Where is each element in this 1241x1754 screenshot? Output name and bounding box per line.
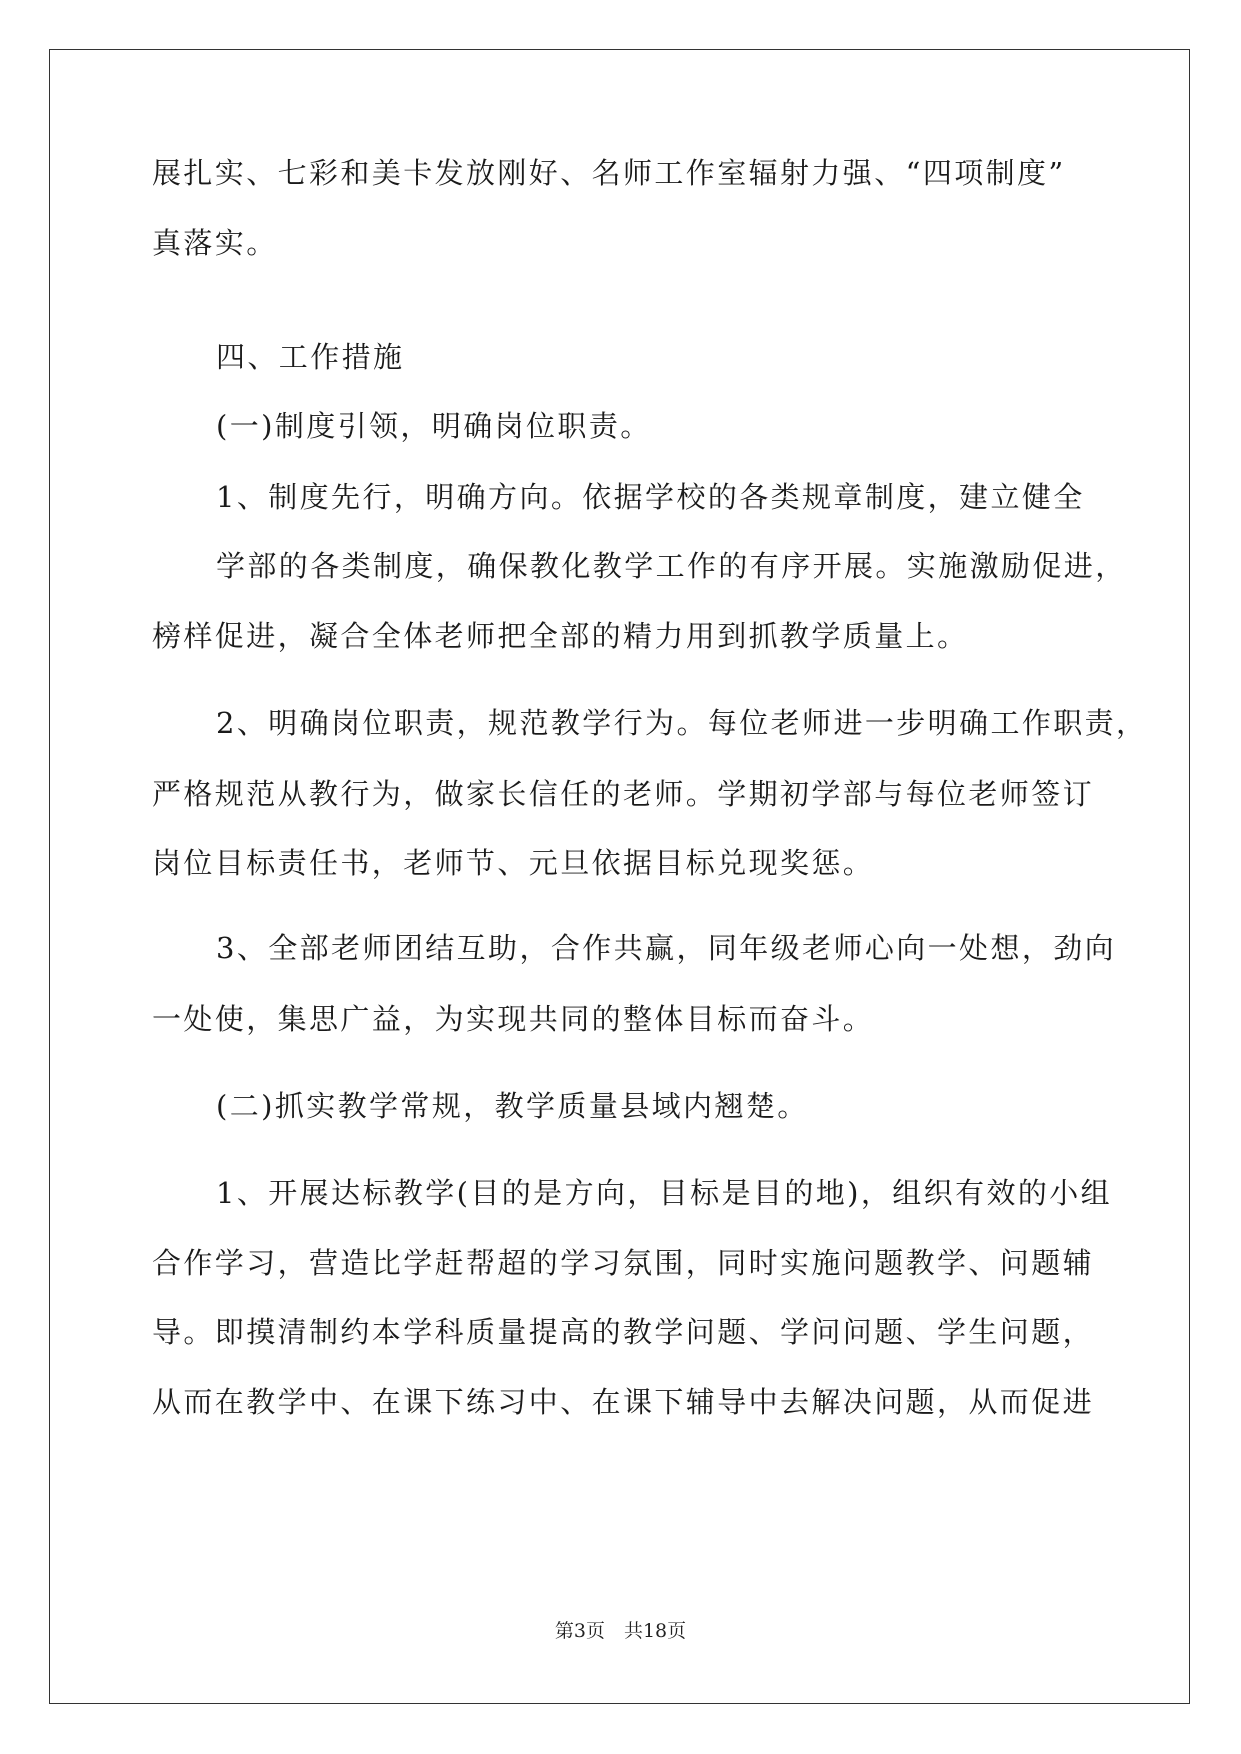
text-line: 1、开展达标教学(目的是方向，目标是目的地)，组织有效的小组 [216, 1176, 1113, 1210]
text-line: 真落实。 [152, 226, 278, 260]
subsection-heading: (一)制度引领，明确岗位职责。 [216, 409, 652, 443]
text-line: 严格规范从教行为，做家长信任的老师。学期初学部与每位老师签订 [152, 777, 1095, 811]
text-line: 一处使，集思广益，为实现共同的整体目标而奋斗。 [152, 1002, 875, 1036]
text-line: 导。即摸清制约本学科质量提高的教学问题、学问问题、学生问题， [152, 1315, 1095, 1349]
text-line: 学部的各类制度，确保教化教学工作的有序开展。实施激励促进， [216, 549, 1127, 583]
section-heading: 四、工作措施 [216, 340, 405, 374]
text-line: 从而在教学中、在课下练习中、在课下辅导中去解决问题，从而促进 [152, 1385, 1095, 1419]
text-line: 2、明确岗位职责，规范教学行为。每位老师进一步明确工作职责， [216, 706, 1148, 740]
text-line: 1、制度先行，明确方向。依据学校的各类规章制度，建立健全 [216, 480, 1085, 514]
text-line: 榜样促进，凝合全体老师把全部的精力用到抓教学质量上。 [152, 619, 969, 653]
text-line: 3、全部老师团结互助，合作共赢，同年级老师心向一处想，劲向 [216, 931, 1117, 965]
page-number-footer: 第3页 共18页 [554, 1620, 687, 1642]
text-line: 岗位目标责任书，老师节、元旦依据目标兑现奖惩。 [152, 846, 875, 880]
subsection-heading: (二)抓实教学常规，教学质量县域内翘楚。 [216, 1089, 809, 1123]
text-line: 展扎实、七彩和美卡发放刚好、名师工作室辐射力强、“四项制度” [152, 156, 1066, 190]
text-line: 合作学习，营造比学赶帮超的学习氛围，同时实施问题教学、问题辅 [152, 1246, 1095, 1280]
